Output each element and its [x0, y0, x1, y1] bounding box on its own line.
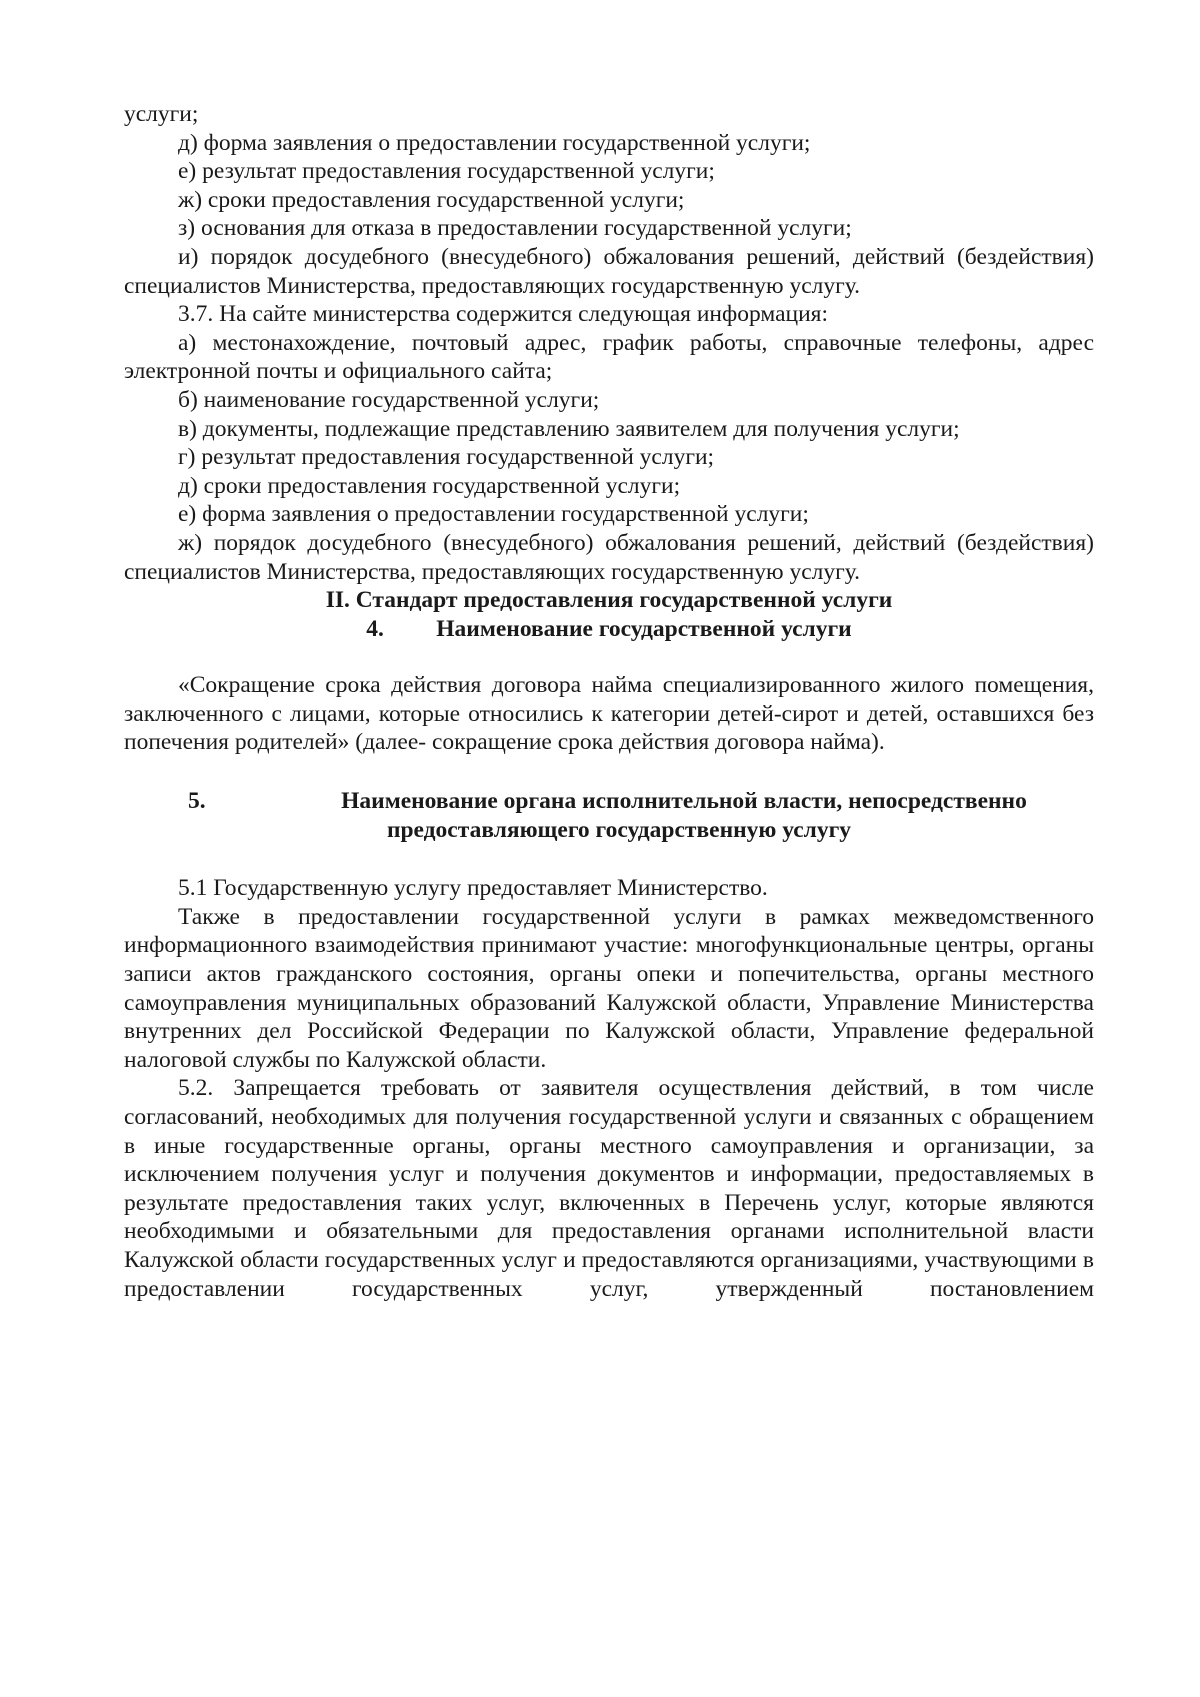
- s3-7-item-v: в) документы, подлежащие представлению заявителем для получения услуги;: [178, 415, 960, 442]
- paragraph-5-1: 5.1 Государственную услугу предоставляет Министерство.: [178, 875, 768, 902]
- s3-7-item-a: а) местонахождение, почтовый адрес, график работы, справочные телефоны, адрес электронной почты и официального сайта;: [124, 329, 1094, 385]
- section-4-heading: [124, 615, 1094, 644]
- section-4-title: Наименование государственной услуги: [436, 615, 852, 642]
- list-continuation: услуги;: [124, 101, 199, 127]
- list-item-d: д) форма заявления о предоставлении государственной услуги;: [178, 129, 811, 156]
- s3-7-item-zh: ж) порядок досудебного (внесудебного) обжалования решений, действий (бездействия) специалистов Министерства, предоставляющих государственную услугу.: [124, 529, 1094, 585]
- paragraph-interagency: Также в предоставлении государственной услуги в рамках межведомственного информационного взаимодействия принимают участие: многофункциональные центры, органы записи актов гражданского состояния, органы опеки и попечительства, органы местного самоуправления муниципальных образований Калужской области, Управление Министерства внутренних дел Российской Федерации по Калужской области, Управление федеральной налоговой службы по Калужской области.: [124, 903, 1094, 1073]
- s3-7-item-e: е) форма заявления о предоставлении государственной услуги;: [178, 501, 809, 528]
- s3-7-item-b: б) наименование государственной услуги;: [178, 386, 600, 413]
- section-5-title-line2: предоставляющего государственную услугу: [386, 816, 852, 843]
- section-5-number: 5.: [188, 788, 206, 815]
- section-5-title-line1: Наименование органа исполнительной власти, непосредственно: [341, 788, 1027, 815]
- section-2-heading: II. Стандарт предоставления государственной услуги: [325, 587, 893, 614]
- service-name-paragraph: «Сокращение срока действия договора найма специализированного жилого помещения, заключенного с лицами, которые относились к категории детей-сирот и детей, оставшихся без попечения родителей» (далее- сокращение срока действия договора найма).: [124, 672, 1094, 756]
- list-item-i: и) порядок досудебного (внесудебного) обжалования решений, действий (бездействия) специалистов Министерства, предоставляющих государственную услугу.: [124, 243, 1094, 299]
- s3-7-item-d: д) сроки предоставления государственной услуги;: [178, 472, 681, 499]
- paragraph-3-7: 3.7. На сайте министерства содержится следующая информация:: [178, 301, 829, 328]
- document-page: [124, 100, 1094, 1303]
- section-4-number: 4.: [366, 615, 384, 642]
- list-item-z: з) основания для отказа в предоставлении государственной услуги;: [178, 215, 852, 242]
- paragraph-5-2: 5.2. Запрещается требовать от заявителя осуществления действий, в том числе согласований, необходимых для получения государственной услуги и связанных с обращением в иные государственные органы, органы местного самоуправления и организации, за исключением получения услуг и получения документов и информации, предоставляемых в результате предоставления таких услуг, включенных в Перечень услуг, которые являются необходимыми и обязательными для предоставления органами исполнительной власти Калужской области государственных услуг и предоставляются организациями, участвующими в предоставлении государственных услуг, утвержденный постановлением: [124, 1075, 1094, 1302]
- s3-7-item-g: г) результат предоставления государственной услуги;: [178, 444, 715, 471]
- section-5-heading: [124, 787, 1094, 844]
- list-item-zh: ж) сроки предоставления государственной услуги;: [178, 186, 685, 213]
- list-item-e: е) результат предоставления государственной услуги;: [178, 158, 715, 185]
